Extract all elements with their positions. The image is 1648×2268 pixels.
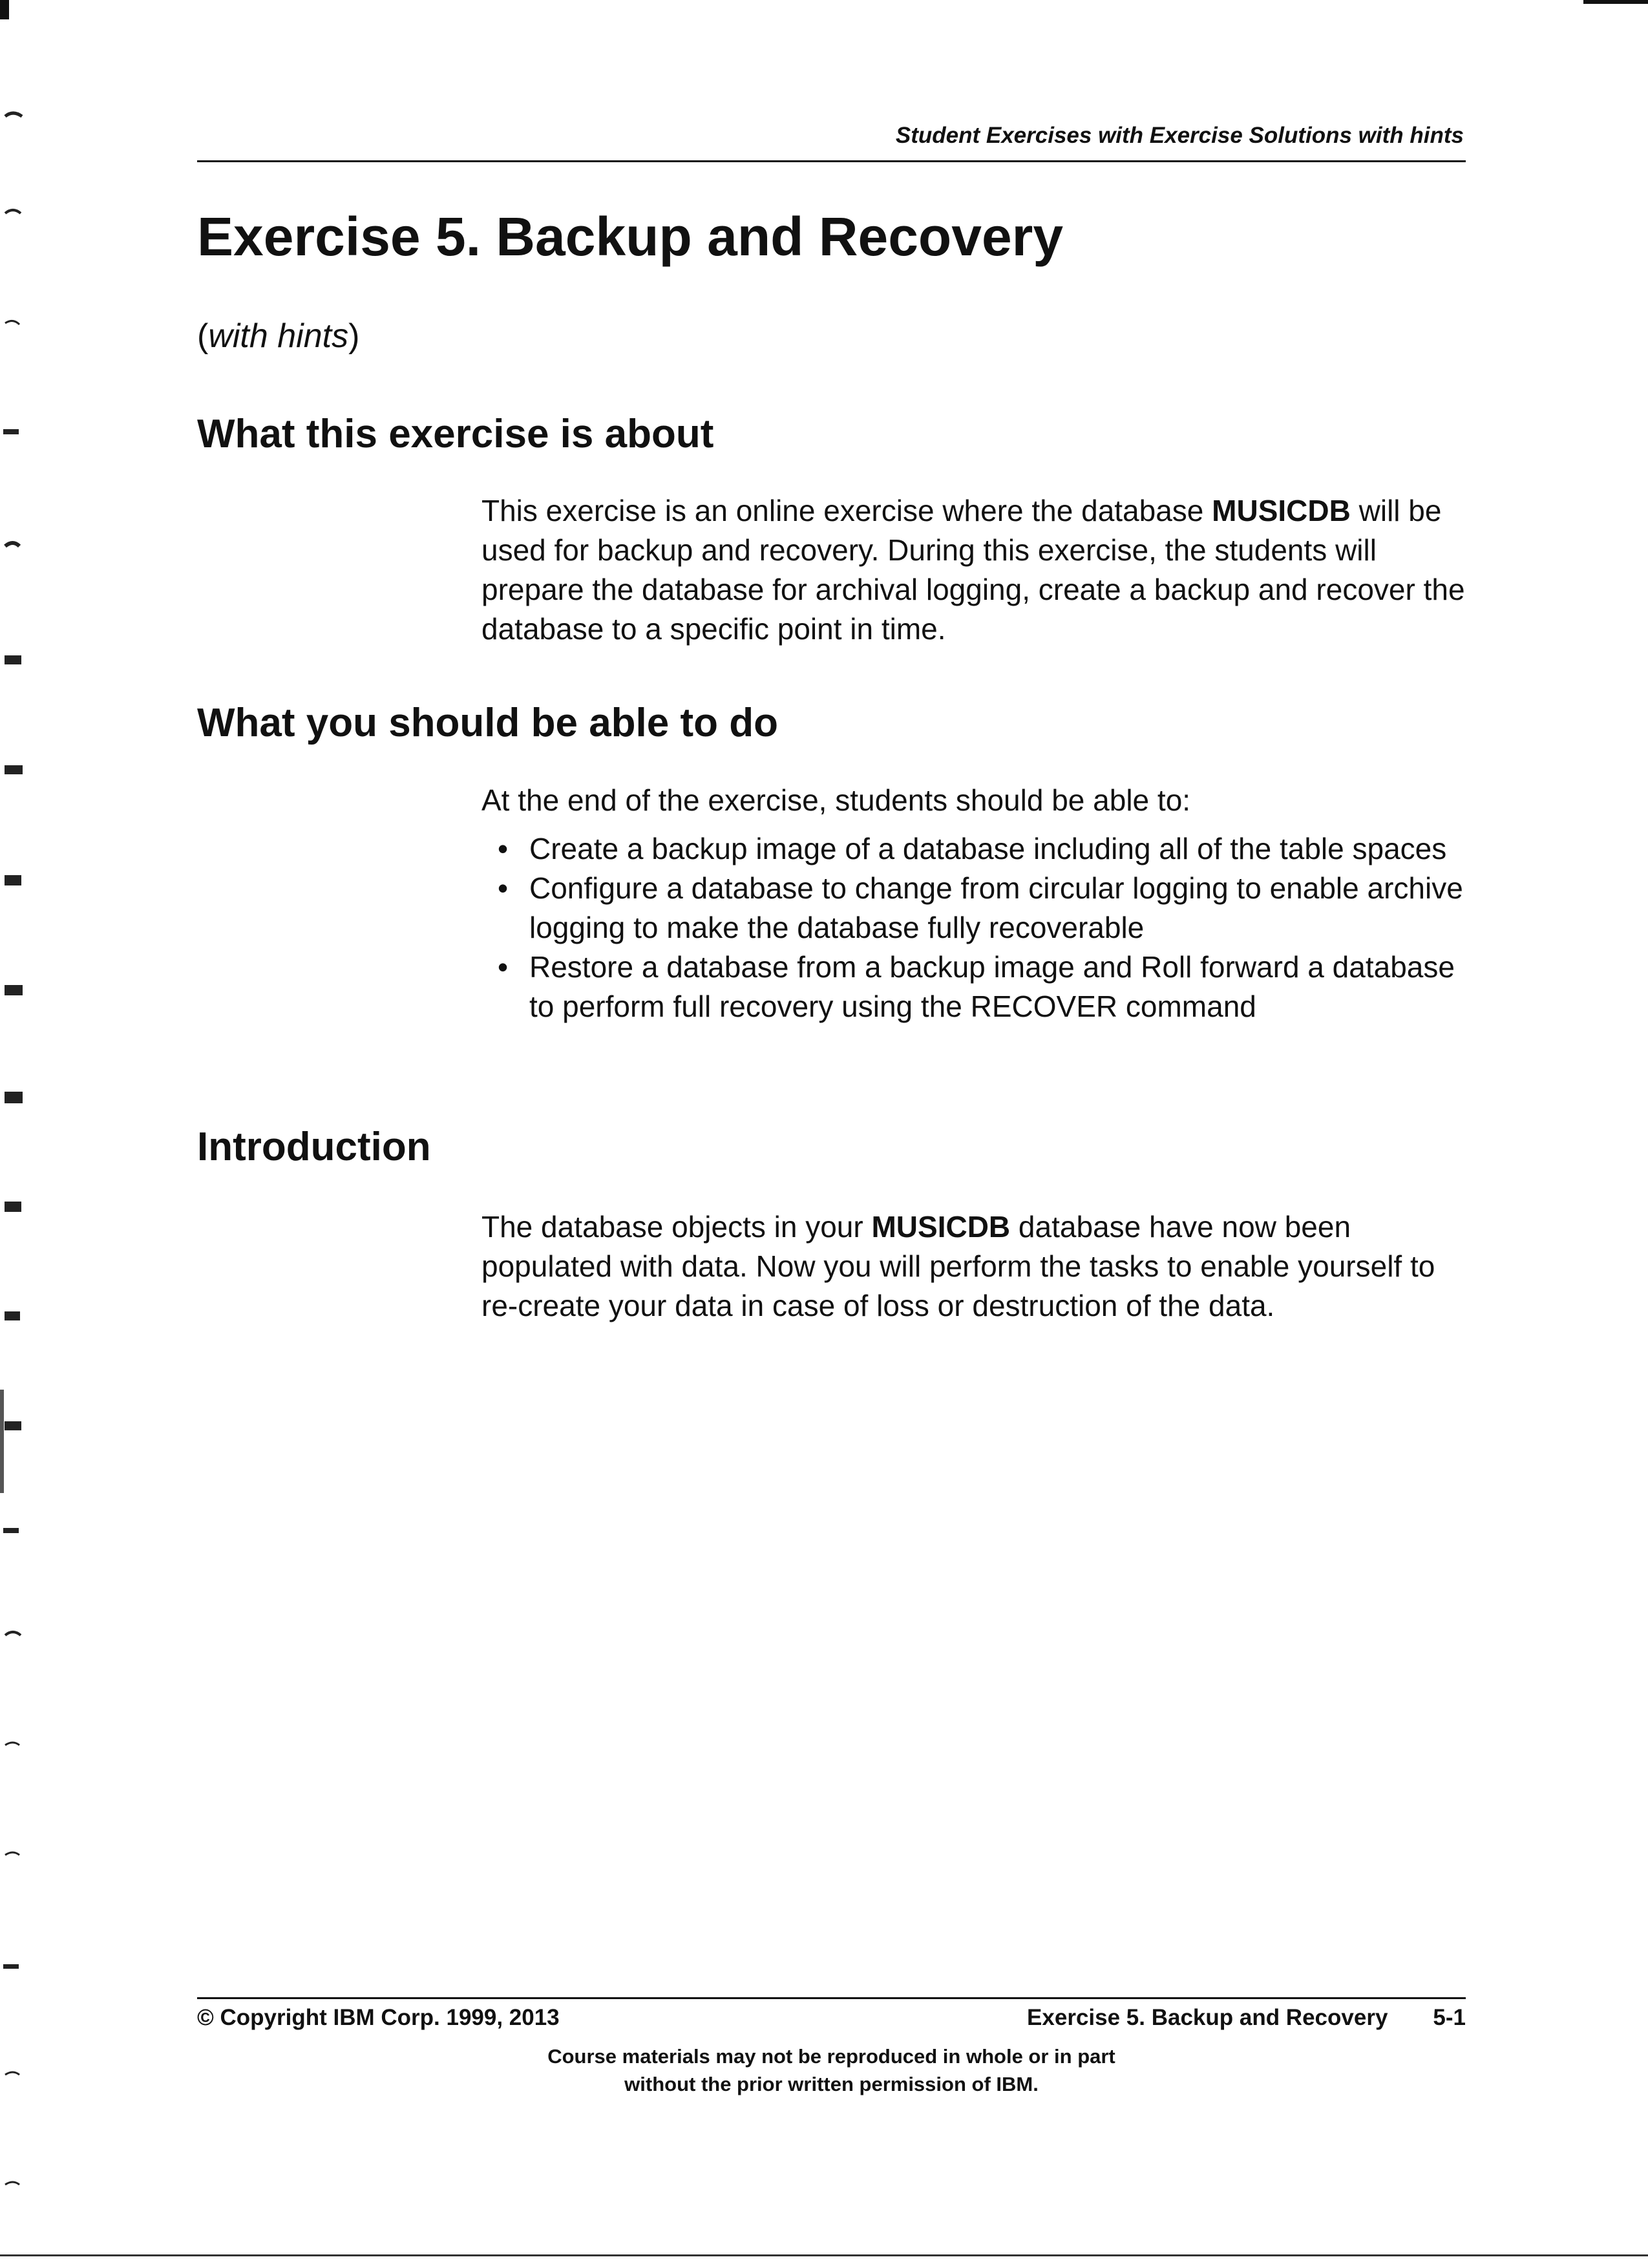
subtitle-close-paren: ): [348, 317, 360, 355]
intro-text-after: database have now been populated with data. Now you will perform the tasks to enable yourself to re-create your data in case of loss or destruction of the data.: [481, 1210, 1435, 1322]
footer-chapter: [1027, 2005, 1466, 2031]
objectives-heading: What you should be able to do: [197, 701, 778, 745]
about-text-before: This exercise is an online exercise where the database: [481, 494, 1212, 527]
objective-text: Create a backup image of a database including all of the table spaces: [529, 832, 1447, 865]
objectives-intro: At the end of the exercise, students should be able to:: [481, 783, 1191, 817]
notice-line-2: without the prior written permission of IBM.: [624, 2073, 1039, 2095]
about-section: [481, 491, 1477, 649]
list-item: [481, 869, 1477, 948]
running-header: Student Exercises with Exercise Solutions with hints: [895, 123, 1464, 148]
bullet-icon: •: [498, 950, 509, 984]
intro-db-name: MUSICDB: [871, 1210, 1011, 1244]
chapter-title: Exercise 5. Backup and Recovery: [1027, 2005, 1388, 2030]
list-item: [481, 948, 1477, 1026]
binding-holes: [0, 0, 58, 2268]
footer-notice: [197, 2042, 1466, 2098]
about-db-name: MUSICDB: [1212, 494, 1351, 527]
objectives-list: [481, 829, 1477, 1026]
page-title: Exercise 5. Backup and Recovery: [197, 206, 1064, 267]
page-number: 5-1: [1433, 2005, 1466, 2030]
bullet-icon: •: [498, 871, 509, 905]
scan-bottom-edge: [0, 2254, 1648, 2256]
notice-line-1: Course materials may not be reproduced in whole or in part: [547, 2045, 1115, 2068]
about-text-after: will be used for backup and recovery. During this exercise, the students will prepare the database for archival logging, create a backup and recover the database to a specific point in time.: [481, 494, 1465, 646]
list-item: [481, 829, 1477, 869]
objectives-section: [481, 781, 1477, 1026]
objective-text: Restore a database from a backup image and Roll forward a database to perform full recovery using the RECOVER command: [529, 950, 1455, 1023]
header-rule: [197, 160, 1466, 162]
about-heading: What this exercise is about: [197, 412, 714, 456]
introduction-heading: Introduction: [197, 1125, 431, 1169]
subtitle-open-paren: (: [197, 317, 209, 355]
introduction-section: [481, 1207, 1477, 1326]
introduction-paragraph: [481, 1207, 1477, 1326]
subtitle: [197, 317, 359, 355]
footer-rule: [197, 1997, 1466, 1999]
intro-text-before: The database objects in your: [481, 1210, 872, 1244]
objective-text: Configure a database to change from circular logging to enable archive logging to make the database fully recoverable: [529, 871, 1463, 944]
scan-edge-mark: [1583, 0, 1648, 4]
copyright: © Copyright IBM Corp. 1999, 2013: [197, 2005, 560, 2030]
subtitle-text: with hints: [208, 317, 349, 355]
bullet-icon: •: [498, 832, 509, 865]
about-paragraph: [481, 491, 1477, 649]
